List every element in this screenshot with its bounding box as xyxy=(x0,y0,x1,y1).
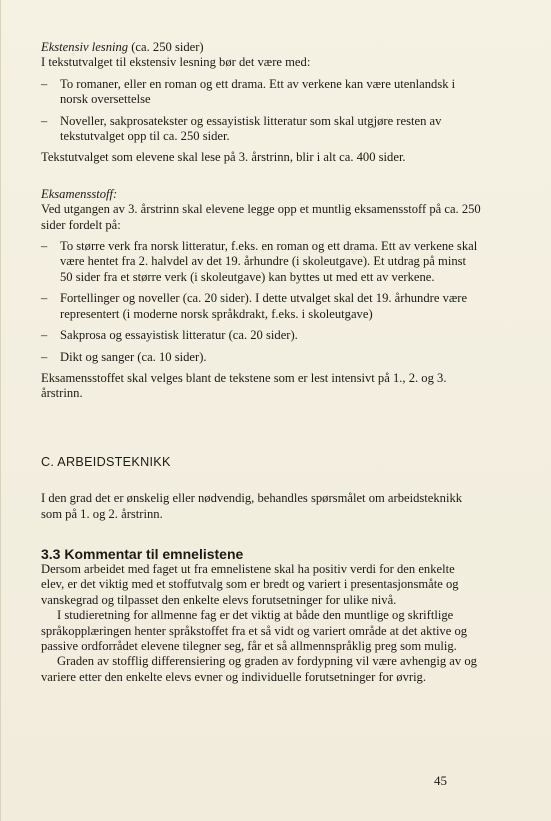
eksamen-item-text: To større verk fra norsk litteratur, f.eks. en roman og ett drama. Ett av verkene skal være hentet fra 2. halvdel av det 19. århundre (i skoleutgave). Et utdrag på minst 50 sider fra et større verk (i skoleutgave) kan byttes ut med ett av verkene. xyxy=(60,239,478,284)
ekstensiv-item-text: Noveller, sakprosatekster og essayistisk litteratur som skal utgjøre resten av tekstutvalget opp til ca. 250 sider. xyxy=(60,113,442,144)
kommentar-paragraph: I studieretning for allmenne fag er det viktig at både den muntlige og skriftlige språkopplæringen henter språkstoffet fra et så vidt og variert område at det aktive og passive ordforrådet elevene tilegner seg, får et så allmennspråklig preg som mulig. xyxy=(41,608,468,653)
ekstensiv-title-suffix: (ca. 250 sider) xyxy=(128,40,204,54)
dash-bullet: – xyxy=(41,291,48,306)
eksamen-item-text: Fortellinger og noveller (ca. 20 sider). I dette utvalget skal det 19. århundre være representert (i moderne norsk språkdrakt, f.eks. i skoleutgave) xyxy=(60,291,468,321)
eksamen-item-text: Dikt og sanger (ca. 10 sider). xyxy=(60,349,207,364)
page-content xyxy=(41,40,481,685)
eksamen-list-item xyxy=(41,328,481,343)
eksamen-intro: Ved utgangen av 3. årstrinn skal elevene legge opp et muntlig eksamensstoff på ca. 250 sider fordelt på: xyxy=(41,202,481,232)
arbeidsteknikk-text: I den grad det er ønskelig eller nødvendig, behandles spørsmålet om arbeidsteknikk som på 1. og 2. årstrinn. xyxy=(41,491,463,521)
eksamen-list-item xyxy=(41,350,481,365)
ekstensiv-summary: Tekstutvalget som elevene skal lese på 3. årstrinn, blir i alt ca. 400 sider. xyxy=(41,150,406,165)
eksamen-list-item xyxy=(41,291,481,322)
arbeidsteknikk-heading: C. ARBEIDSTEKNIKK xyxy=(41,454,171,469)
ekstensiv-list-item xyxy=(41,114,481,145)
kommentar-paragraph: Graden av stofflig differensiering og graden av fordypning vil være avhengig av og variere etter den enkelte elevs evner og individuelle forutsetninger for øvrig. xyxy=(41,654,477,684)
dash-bullet: – xyxy=(41,328,48,343)
dash-bullet: – xyxy=(41,76,48,91)
eksamen-item-text: Sakprosa og essayistisk litteratur (ca. 20 sider). xyxy=(60,328,298,343)
ekstensiv-title-line xyxy=(41,40,481,55)
dash-bullet: – xyxy=(41,113,48,128)
eksamen-title: Eksamensstoff: xyxy=(41,186,118,201)
section-heading-3-3: 3.3 Kommentar til emnelistene xyxy=(41,545,244,562)
page-number: 45 xyxy=(434,773,447,788)
dash-bullet: – xyxy=(41,349,48,364)
ekstensiv-list-item xyxy=(41,77,481,108)
kommentar-paragraph: Dersom arbeidet med faget ut fra emnelistene skal ha positiv verdi for den enkelte elev, er det viktig med et stoffutvalg som er bredt og variert i presentasjonsmåte og vanskegrad og tilpasset den enkelte elevs forutsetninger for ulike nivå. xyxy=(41,561,459,607)
ekstensiv-title: Ekstensiv lesning xyxy=(41,40,129,54)
eksamen-list-item xyxy=(41,239,481,285)
ekstensiv-intro: I tekstutvalget til ekstensiv lesning bør det være med: xyxy=(41,55,311,70)
ekstensiv-item-text: To romaner, eller en roman og ett drama. Ett av verkene kan være utenlandsk i norsk oversettelse xyxy=(60,76,456,107)
dash-bullet: – xyxy=(41,239,48,254)
eksamen-summary: Eksamensstoffet skal velges blant de tekstene som er lest intensivt på 1., 2. og 3. årstrinn. xyxy=(41,370,447,401)
